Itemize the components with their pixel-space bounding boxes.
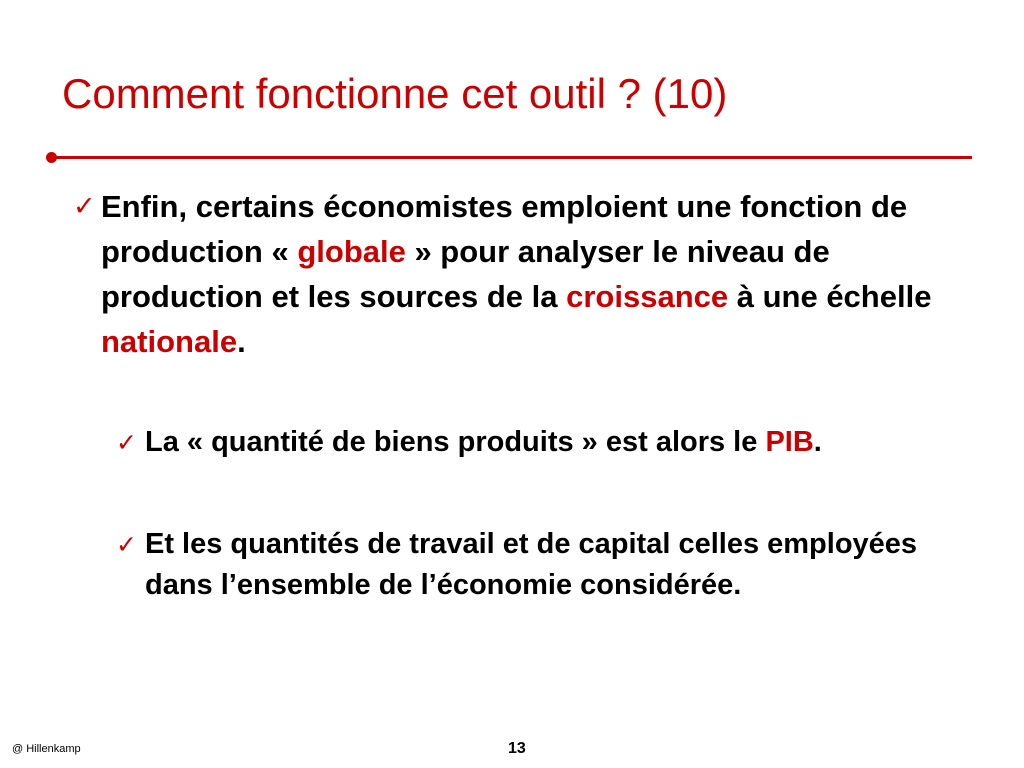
sub-bullet-pib <box>116 422 985 463</box>
sub-bullet-text: . <box>813 426 822 458</box>
underline-dot <box>46 152 57 163</box>
sub-bullet-text: La « quantité de biens produits » est alors le <box>145 426 766 458</box>
bullet-main-text: » pour analyser le niveau de production et les sources de la <box>101 234 830 314</box>
keyword-croissance: croissance <box>566 279 729 314</box>
sub-bullet-text: Et les quantités de travail et de capital celles employées dans l’ensemble de l’économie considérée. <box>145 528 918 601</box>
footer-copyright: @ Hillenkamp <box>12 743 81 755</box>
page-number: 13 <box>508 740 526 757</box>
bullet-main <box>73 184 981 364</box>
bullet-main-text: Enfin, certains économistes emploient une fonction de production « <box>101 189 908 269</box>
title-underline <box>50 156 972 159</box>
sub-bullet-travail-capital <box>116 524 985 606</box>
checkmark-icon: ✓ <box>73 191 96 222</box>
checkmark-icon: ✓ <box>116 428 137 457</box>
keyword-nationale: nationale <box>101 324 238 359</box>
keyword-pib: PIB <box>765 426 814 458</box>
checkmark-icon: ✓ <box>116 530 137 559</box>
bullet-main-text: . <box>237 324 246 359</box>
keyword-globale: globale <box>297 234 406 269</box>
slide-title: Comment fonctionne cet outil ? (10) <box>62 70 728 117</box>
bullet-main-text: à une échelle <box>728 279 932 314</box>
